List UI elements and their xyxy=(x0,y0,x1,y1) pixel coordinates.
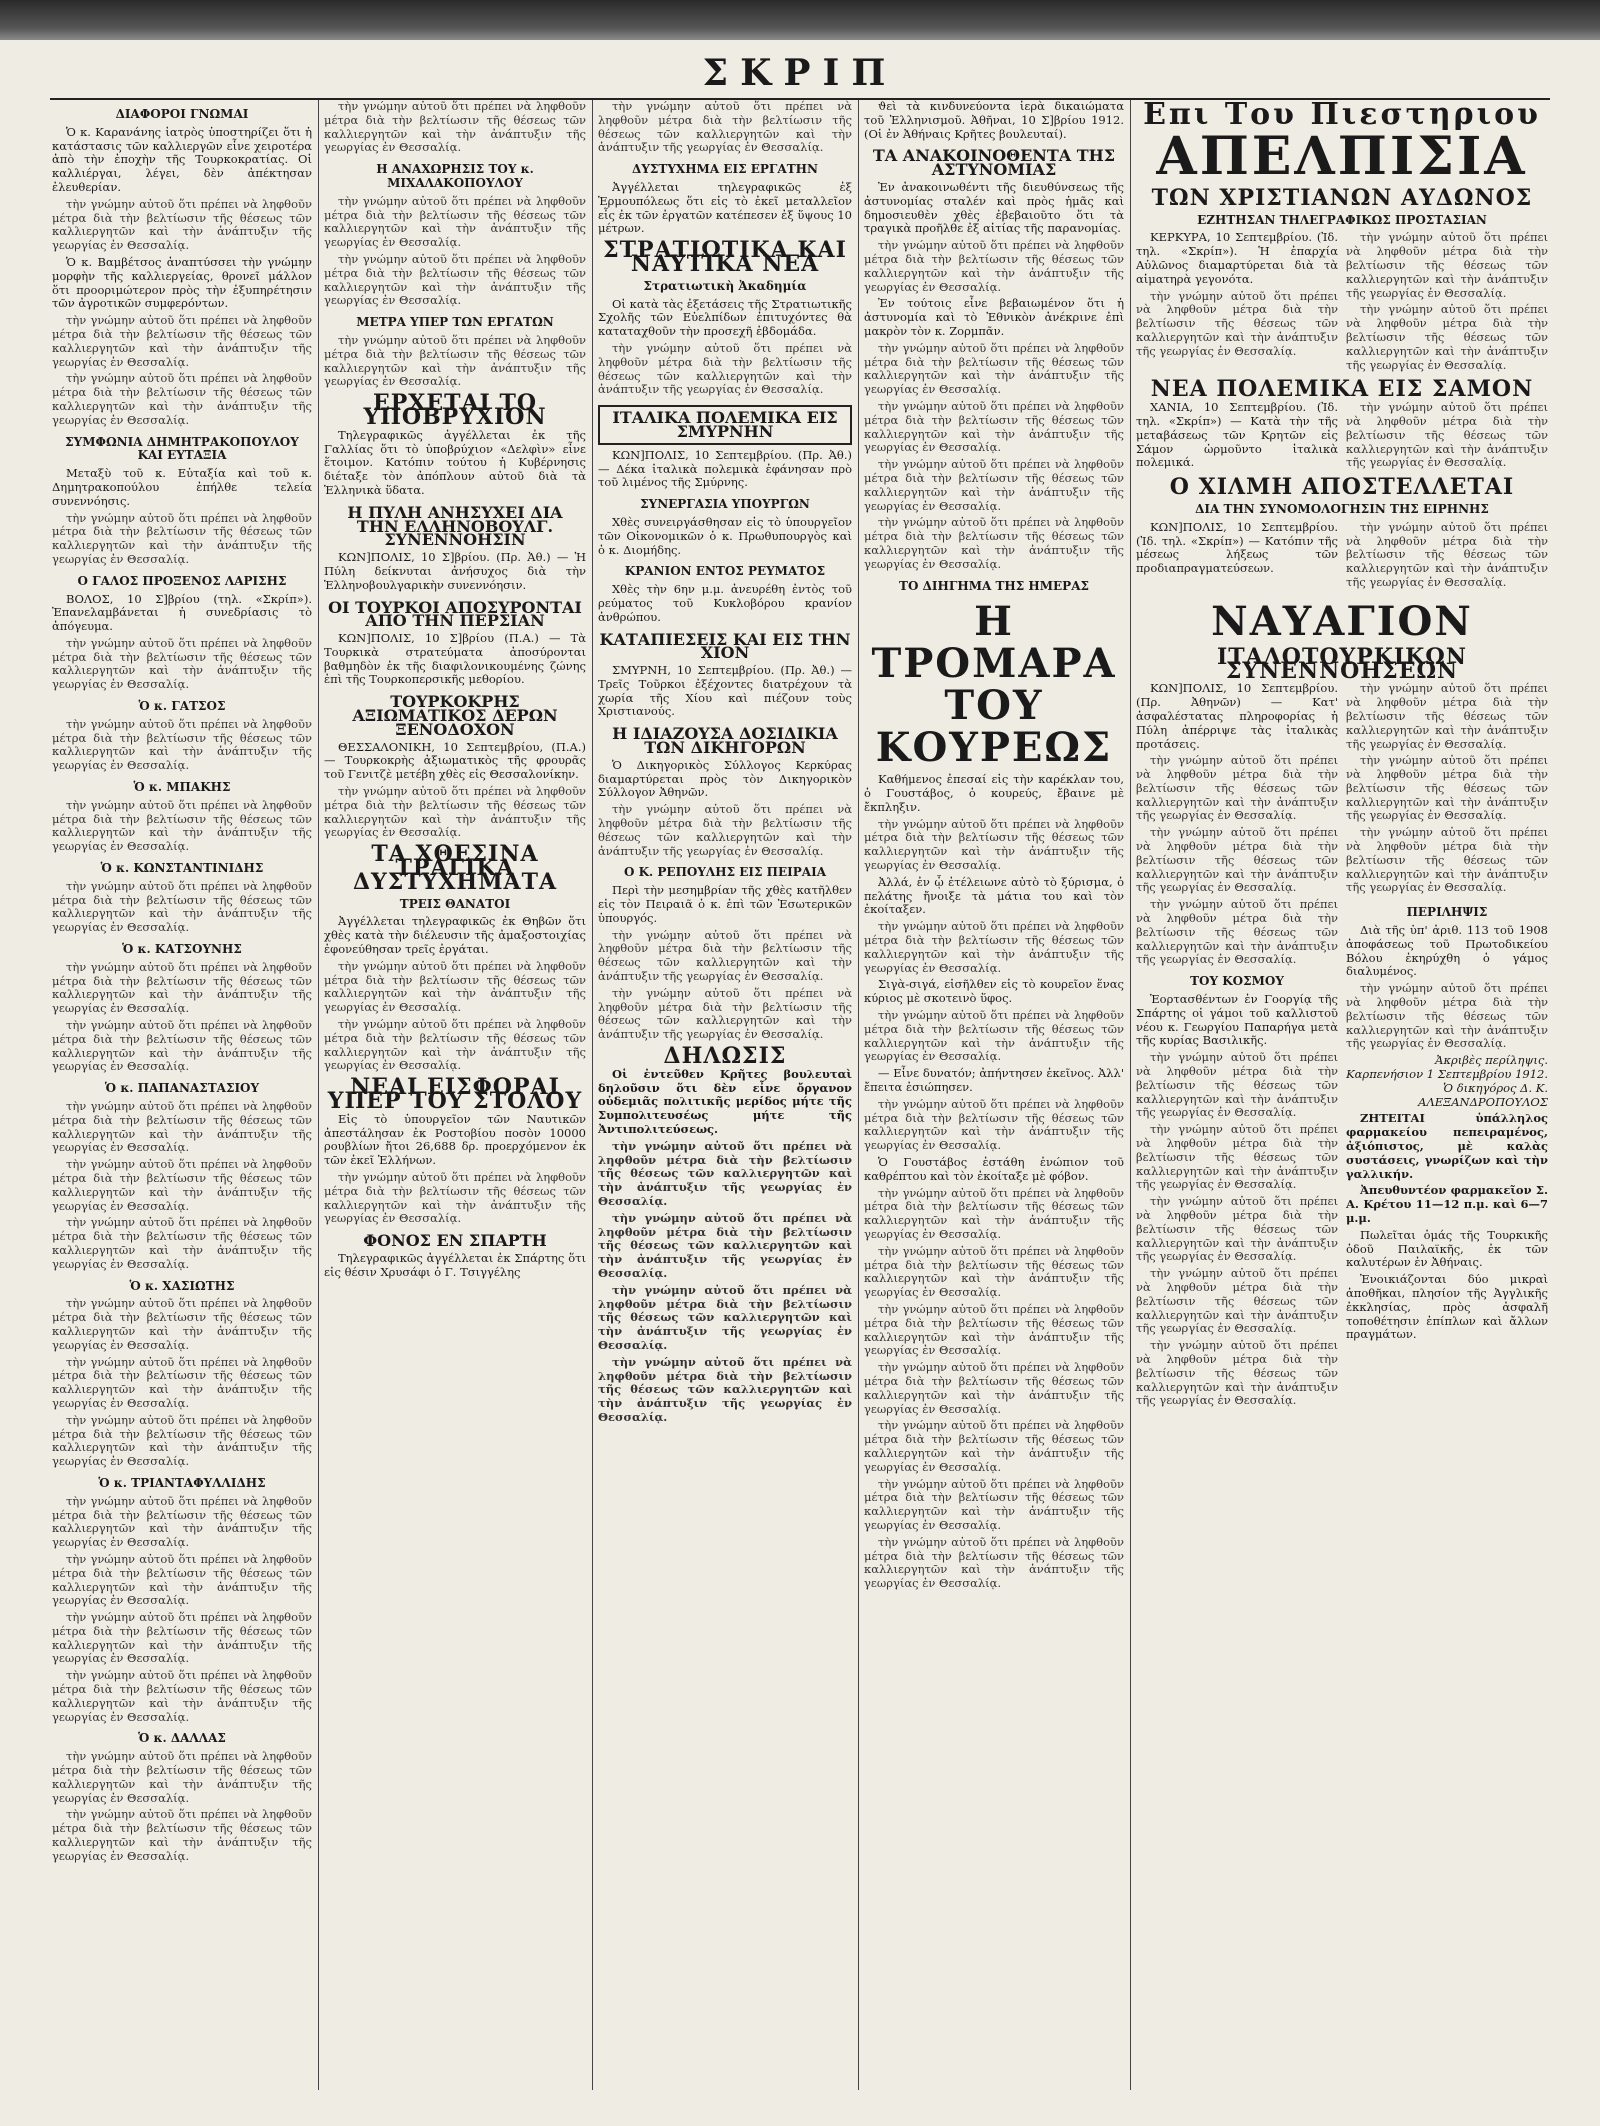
column-divider xyxy=(318,100,319,2090)
article-paragraph: ΚΩΝ]ΠΟΛΙΣ, 10 Σεπτεμβρίου. (Πρ. Ἀθ.) — Δέκα ἰταλικὰ πολεμικὰ ἐφάνησαν πρὸ τοῦ λιμένος τῆς Σμύρνης. xyxy=(598,447,852,490)
article-paragraph: τὴν γνώμην αὐτοῦ ὅτι πρέπει νὰ ληφθοῦν μέτρα διὰ τὴν βελτίωσιν τῆς θέσεως τῶν καλλιεργητῶν καὶ τὴν ἀνάπτυξιν τῆς γεωργίας ἐν Θεσσαλίᾳ. xyxy=(598,1138,852,1208)
article-paragraph: τὴν γνώμην αὐτοῦ ὅτι πρέπει νὰ ληφθοῦν μέτρα διὰ τὴν βελτίωσιν τῆς θέσεως τῶν καλλιεργητῶν καὶ τὴν ἀνάπτυξιν τῆς γεωργίας ἐν Θεσσαλίᾳ. xyxy=(864,816,1124,873)
article-paragraph: τὴν γνώμην αὐτοῦ ὅτι πρέπει νὰ ληφθοῦν μέτρα διὰ τὴν βελτίωσιν τῆς θέσεως τῶν καλλιεργητῶν καὶ τὴν ἀνάπτυξιν τῆς γεωργίας ἐν Θεσσαλίᾳ. xyxy=(1136,1266,1338,1336)
article-paragraph: τὴν γνώμην αὐτοῦ ὅτι πρέπει νὰ ληφθοῦν μέτρα διὰ τὴν βελτίωσιν τῆς θέσεως τῶν καλλιεργητῶν καὶ τὴν ἀνάπτυξιν τῆς γεωργίας ἐν Θεσσαλίᾳ. xyxy=(52,1807,312,1863)
section-heading: ΔΙΑΦΟΡΟΙ ΓΝΩΜΑΙ xyxy=(115,107,249,121)
article-paragraph: τὴν γνώμην αὐτοῦ ὅτι πρέπει νὰ ληφθοῦν μέτρα διὰ τὴν βελτίωσιν τῆς θέσεως τῶν καλλιεργητῶν καὶ τὴν ἀνάπτυξιν τῆς γεωργίας ἐν Θεσσαλίᾳ. xyxy=(598,1354,852,1424)
article-paragraph: τὴν γνώμην αὐτοῦ ὅτι πρέπει νὰ ληφθοῦν μέτρα διὰ τὴν βελτίωσιν τῆς θέσεως τῶν καλλιεργητῶν καὶ τὴν ἀνάπτυξιν τῆς γεωργίας ἐν Θεσσαλίᾳ. xyxy=(864,919,1124,975)
article-paragraph: τὴν γνώμην αὐτοῦ ὅτι πρέπει νὰ ληφθοῦν μέτρα διὰ τὴν βελτίωσιν τῆς θέσεως τῶν καλλιεργητῶν καὶ τὴν ἀνάπτυξιν τῆς γεωργίας ἐν Θεσσαλίᾳ. xyxy=(864,457,1124,513)
speaker-name: Ὁ κ. ΤΡΙΑΝΤΑΦΥΛΛΙΔΗΣ xyxy=(98,1475,266,1490)
subheadline: ΔΙΑ ΤΗΝ ΣΥΝΟΜΟΛΟΓΗΣΙΝ ΤΗΣ ΕΙΡΗΝΗΣ xyxy=(1195,501,1489,516)
article-paragraph: τὴν γνώμην αὐτοῦ ὅτι πρέπει νὰ ληφθοῦν μέτρα διὰ τὴν βελτίωσιν τῆς θέσεως τῶν καλλιεργητῶν καὶ τὴν ἀνάπτυξιν τῆς γεωργίας ἐν Θεσσαλίᾳ. xyxy=(52,1354,312,1410)
column-5 xyxy=(1136,100,1548,2090)
headline: ΚΡΑΝΙΟΝ ΕΝΤΟΣ ΡΕΥΜΑΤΟΣ xyxy=(624,564,826,579)
headline: ΙΤΑΛΙΚΑ ΠΟΛΕΜΙΚΑ ΕΙΣ ΣΜΥΡΝΗΝ xyxy=(598,405,852,445)
headline: Η ΠΥΛΗ ΑΝΗΣΥΧΕΙ ΔΙΑ ΤΗΝ ΕΛΛΗΝΟΒΟΥΛΓ. ΣΥΝΕΝΝΟΗΣΙΝ xyxy=(347,502,563,550)
article-paragraph: — Εἶνε δυνατόν; ἀπήντησεν ἐκεῖνος. Ἀλλ' ἔπειτα ἐσιώπησεν. xyxy=(864,1066,1124,1095)
article-paragraph: Τηλεγραφικῶς ἀγγέλλεται ἐκ Σπάρτης ὅτι εἰς θέσιν Χρυσάφι ὁ Γ. Τσιγγέλης xyxy=(324,1250,586,1279)
article-paragraph: τὴν γνώμην αὐτοῦ ὅτι πρέπει νὰ ληφθοῦν μέτρα διὰ τὴν βελτίωσιν τῆς θέσεως τῶν καλλιεργητῶν καὶ τὴν ἀνάπτυξιν τῆς γεωργίας ἐν Θεσσαλίᾳ. xyxy=(52,1157,312,1213)
article-paragraph: τὴν γνώμην αὐτοῦ ὅτι πρέπει νὰ ληφθοῦν μέτρα διὰ τὴν βελτίωσιν τῆς θέσεως τῶν καλλιεργητῶν καὶ τὴν ἀνάπτυξιν τῆς γεωργίας ἐν Θεσσαλίᾳ. xyxy=(598,1210,852,1280)
column-divider xyxy=(858,100,859,2090)
article-paragraph: τὴν γνώμην αὐτοῦ ὅτι πρέπει νὰ ληφθοῦν μέτρα διὰ τὴν βελτίωσιν τῆς θέσεως τῶν καλλιεργητῶν καὶ τὴν ἀνάπτυξιν τῆς γεωργίας ἐν Θεσσαλίᾳ. xyxy=(1136,1122,1338,1192)
article-paragraph: τὴν γνώμην αὐτοῦ ὅτι πρέπει νὰ ληφθοῦν μέτρα διὰ τὴν βελτίωσιν τῆς θέσεως τῶν καλλιεργητῶν καὶ τὴν ἀνάπτυξιν τῆς γεωργίας ἐν Θεσσαλίᾳ. xyxy=(598,100,852,155)
article-paragraph: τὴν γνώμην αὐτοῦ ὅτι πρέπει νὰ ληφθοῦν μέτρα διὰ τὴν βελτίωσιν τῆς θέσεως τῶν καλλιεργητῶν καὶ τὴν ἀνάπτυξιν τῆς γεωργίας ἐν Θεσσαλίᾳ. xyxy=(598,802,852,858)
article-paragraph: ΚΩΝ]ΠΟΛΙΣ, 10 Σεπτεμβρίου. (Πρ. Ἀθηνῶν) — Κατ' ἀσφαλέστατας πληροφορίας ἡ Πύλη ἀπέρριψε τὰς ἰταλικὰς προτάσεις. xyxy=(1136,681,1338,751)
article-paragraph: ΚΩΝ]ΠΟΛΙΣ, 10 Σεπτεμβρίου. (Ἰδ. τηλ. «Σκρίπ») — Κατόπιν τῆς μέσεως λήξεως τῶν προδιαπραγματεύσεων. xyxy=(1136,519,1338,576)
article-paragraph: τὴν γνώμην αὐτοῦ ὅτι πρέπει νὰ ληφθοῦν μέτρα διὰ τὴν βελτίωσιν τῆς θέσεως τῶν καλλιεργητῶν καὶ τὴν ἀνάπτυξιν τῆς γεωργίας ἐν Θεσσαλίᾳ. xyxy=(52,196,312,253)
speaker-name: Ὁ κ. ΚΑΤΣΟΥΝΗΣ xyxy=(122,942,242,957)
article-paragraph: τὴν γνώμην αὐτοῦ ὅτι πρέπει νὰ ληφθοῦν μέτρα διὰ τὴν βελτίωσιν τῆς θέσεως τῶν καλλιεργητῶν καὶ τὴν ἀνάπτυξιν τῆς γεωργίας ἐν Θεσσαλίᾳ. xyxy=(52,1749,312,1805)
article-paragraph: Οἱ ἐντεῦθεν Κρῆτες βουλευταὶ δηλοῦσιν ὅτι δὲν εἶνε ὄργανον οὐδεμιᾶς πολιτικῆς μερίδος μήτε τῆς Συμπολιτευσέως μήτε τῆς Ἀντιπολιτεύσεως. xyxy=(598,1066,852,1136)
article-body xyxy=(1136,231,1548,375)
article-paragraph: τὴν γνώμην αὐτοῦ ὅτι πρέπει νὰ ληφθοῦν μέτρα διὰ τὴν βελτίωσιν τῆς θέσεως τῶν καλλιεργητῶν καὶ τὴν ἀνάπτυξιν τῆς γεωργίας ἐν Θεσσαλίᾳ. xyxy=(864,238,1124,294)
section-heading: ΤΟΥ ΚΟΣΜΟΥ xyxy=(1190,974,1284,989)
article-paragraph: τὴν γνώμην αὐτοῦ ὅτι πρέπει νὰ ληφθοῦν μέτρα διὰ τὴν βελτίωσιν τῆς θέσεως τῶν καλλιεργητῶν καὶ τὴν ἀνάπτυξιν τῆς γεωργίας ἐν Θεσσαλίᾳ. xyxy=(52,510,312,566)
article-paragraph: τὴν γνώμην αὐτοῦ ὅτι πρέπει νὰ ληφθοῦν μέτρα διὰ τὴν βελτίωσιν τῆς θέσεως τῶν καλλιεργητῶν καὶ τὴν ἀνάπτυξιν τῆς γεωργίας ἐν Θεσσαλίᾳ. xyxy=(52,1668,312,1724)
section-heading: ΣΥΜΦΩΝΙΑ ΔΗΜΗΤΡΑΚΟΠΟΥΛΟΥ ΚΑΙ ΕΥΤΑΞΙΑ xyxy=(65,434,299,463)
article-paragraph: Εἰς τὸ ὑπουργεῖον τῶν Ναυτικῶν ἀπεστάλησαν ἐκ Ροστοβίου ποσὸν 10000 ρουβλίων ἤτοι 26,688 δρ. προερχόμενον ἐκ τῶν ἐκεῖ Ἑλλήνων. xyxy=(324,1111,586,1168)
article-paragraph: Οἱ κατὰ τὰς ἐξετάσεις τῆς Στρατιωτικῆς Σχολῆς τῶν Εὐελπίδων ἐπιτυχόντες θὰ καταταχθοῦν τὴν προσεχῆ ἑβδομάδα. xyxy=(598,296,852,339)
headline: ΚΑΤΑΠΙΕΣΕΙΣ ΚΑΙ ΕΙΣ ΤΗΝ ΧΙΟΝ xyxy=(599,629,851,663)
headline: ΕΡΧΕΤΑΙ ΤΟ ΥΠΟΒΡΥΧΙΟΝ xyxy=(363,390,547,430)
column-2 xyxy=(324,100,586,2090)
headline: ΤΑ ΧΘΕΣΙΝΑ ΤΡΑΓΙΚΑ ΔΥΣΤΥΧΗΜΑΤΑ xyxy=(352,841,558,895)
article-paragraph: τὴν γνώμην αὐτοῦ ὅτι πρέπει νὰ ληφθοῦν μέτρα διὰ τὴν βελτίωσιν τῆς θέσεως τῶν καλλιεργητῶν καὶ τὴν ἀνάπτυξιν τῆς γεωργίας ἐν Θεσσαλίᾳ. xyxy=(52,1099,312,1155)
article-paragraph: ΣΜΥΡΝΗ, 10 Σεπτεμβρίου. (Πρ. Ἀθ.) — Τρεῖς Τοῦρκοι ἐξέχοντες διατρέχουν τὰ χωρία τῆς Χίου καὶ πιέζουν τοὺς Χριστιανούς. xyxy=(598,663,852,719)
section-heading: Ο ΓΑΛΟΣ ΠΡΟΞΕΝΟΣ ΛΑΡΙΣΗΣ xyxy=(77,573,287,588)
article-paragraph: τὴν γνώμην αὐτοῦ ὅτι πρέπει νὰ ληφθοῦν μέτρα διὰ τὴν βελτίωσιν τῆς θέσεως τῶν καλλιεργητῶν καὶ τὴν ἀνάπτυξιν τῆς γεωργίας ἐν Θεσσαλίᾳ. xyxy=(324,1169,586,1226)
article-paragraph: τὴν γνώμην αὐτοῦ ὅτι πρέπει νὰ ληφθοῦν μέτρα διὰ τὴν βελτίωσιν τῆς θέσεως τῶν καλλιεργητῶν καὶ τὴν ἀνάπτυξιν τῆς γεωργίας ἐν Θεσσαλίᾳ. xyxy=(52,959,312,1016)
headline: ΝΑΥΑΓΙΟΝ xyxy=(1211,597,1473,645)
article-paragraph: Ἐν ἀνακοινωθέντι τῆς διευθύνσεως τῆς ἀστυνομίας σταλέν καὶ πρὸς ἡμᾶς καὶ δημοσιευθὲν χθὲς ἐβεβαιοῦτο ὅτι τὰ τραγικὰ προῆλθε ἐξ αἰτίας τῆς παρανομίας. xyxy=(864,179,1124,236)
section-heading: ΠΕΡΙΛΗΨΙΣ xyxy=(1406,905,1488,920)
article-paragraph: τὴν γνώμην αὐτοῦ ὅτι πρέπει νὰ ληφθοῦν μέτρα διὰ τὴν βελτίωσιν τῆς θέσεως τῶν καλλιεργητῶν καὶ τὴν ἀνάπτυξιν τῆς γεωργίας ἐν Θεσσαλίᾳ. xyxy=(1136,753,1338,823)
article-paragraph: τὴν γνώμην αὐτοῦ ὅτι πρέπει νὰ ληφθοῦν μέτρα διὰ τὴν βελτίωσιν τῆς θέσεως τῶν καλλιεργητῶν καὶ τὴν ἀνάπτυξιν τῆς γεωργίας ἐν Θεσσαλίᾳ. xyxy=(324,332,586,389)
article-paragraph: τὴν γνώμην αὐτοῦ ὅτι πρέπει νὰ ληφθοῦν μέτρα διὰ τὴν βελτίωσιν τῆς θέσεως τῶν καλλιεργητῶν καὶ τὴν ἀνάπτυξιν τῆς γεωργίας ἐν Θεσσαλίᾳ. xyxy=(52,1215,312,1271)
article-paragraph: ΚΩΝ]ΠΟΛΙΣ, 10 Σ]βρίου (Π.Α.) — Τὰ Τουρκικὰ στρατεύματα ἀποσύρονται βαθμηδὸν ἐκ τῆς διαφιλονικουμένης ζώνης ἐπὶ τῆς Τουρκοπερσικῆς μεθορίου. xyxy=(324,631,586,687)
article-paragraph: τὴν γνώμην αὐτοῦ ὅτι πρέπει νὰ ληφθοῦν μέτρα διὰ τὴν βελτίωσιν τῆς θέσεως τῶν καλλιεργητῶν καὶ τὴν ἀνάπτυξιν τῆς γεωργίας ἐν Θεσσαλίᾳ. xyxy=(324,958,586,1015)
column-1 xyxy=(52,100,312,2090)
page-title: ΣΚΡΙΠ xyxy=(702,52,898,94)
headline: ΙΤΑΛΟΤΟΥΡΚΙΚΩΝ ΣΥΝΕΝΝΟΗΣΕΩΝ xyxy=(1217,643,1467,684)
article-paragraph: Ὁ Γουστάβος ἐστάθη ἐνώπιον τοῦ καθρέπτου καὶ τὸν ἐκοίταξε μὲ φόβον. xyxy=(864,1155,1124,1183)
article-paragraph: τὴν γνώμην αὐτοῦ ὅτι πρέπει νὰ ληφθοῦν μέτρα διὰ τὴν βελτίωσιν τῆς θέσεως τῶν καλλιεργητῶν καὶ τὴν ἀνάπτυξιν τῆς γεωργίας ἐν Θεσσαλίᾳ. xyxy=(864,1418,1124,1474)
article-paragraph: Χθὲς συνειργάσθησαν εἰς τὸ ὑπουργεῖον τῶν Οἰκονομικῶν ὁ κ. Πρωθυπουργὸς καὶ ὁ κ. Διομήδης. xyxy=(598,514,852,557)
article-paragraph: τὴν γνώμην αὐτοῦ ὅτι πρέπει νὰ ληφθοῦν μέτρα διὰ τὴν βελτίωσιν τῆς θέσεως τῶν καλλιεργητῶν καὶ τὴν ἀνάπτυξιν τῆς γεωργίας ἐν Θεσσαλίᾳ. xyxy=(52,1493,312,1550)
article-body xyxy=(1136,682,1548,898)
article-paragraph: τὴν γνώμην αὐτοῦ ὅτι πρέπει νὰ ληφθοῦν μέτρα διὰ τὴν βελτίωσιν τῆς θέσεως τῶν καλλιεργητῶν καὶ τὴν ἀνάπτυξιν τῆς γεωργίας ἐν Θεσσαλίᾳ. xyxy=(864,1243,1124,1300)
article-paragraph: ΚΩΝ]ΠΟΛΙΣ, 10 Σ]βρίου. (Πρ. Ἀθ.) — Ἡ Πύλη δείκνυται ἀνήσυχος διὰ τὴν Ἑλληνοβουλγαρικὴν συνεννόησιν. xyxy=(324,550,586,592)
article-paragraph: τὴν γνώμην αὐτοῦ ὅτι πρέπει νὰ ληφθοῦν μέτρα διὰ τὴν βελτίωσιν τῆς θέσεως τῶν καλλιεργητῶν καὶ τὴν ἀνάπτυξιν τῆς γεωργίας ἐν Θεσσαλίᾳ. xyxy=(864,1534,1124,1591)
headline: ΤΟΥΡΚΟΚΡΗΣ ΑΞΙΩΜΑΤΙΚΟΣ ΔΕΡΩΝ ΞΕΝΟΔΟΧΟΝ xyxy=(352,692,558,739)
speaker-name: Ὁ κ. ΠΑΠΑΝΑΣΤΑΣΙΟΥ xyxy=(104,1081,260,1096)
article-paragraph: τὴν γνώμην αὐτοῦ ὅτι πρέπει νὰ ληφθοῦν μέτρα διὰ τὴν βελτίωσιν τῆς θέσεως τῶν καλλιεργητῶν καὶ τὴν ἀνάπτυξιν τῆς γεωργίας ἐν Θεσσαλίᾳ. xyxy=(598,340,852,397)
article-paragraph: τὴν γνώμην αὐτοῦ ὅτι πρέπει νὰ ληφθοῦν μέτρα διὰ τὴν βελτίωσιν τῆς θέσεως τῶν καλλιεργητῶν καὶ τὴν ἀνάπτυξιν τῆς γεωργίας ἐν Θεσσαλίᾳ. xyxy=(324,100,586,155)
article-paragraph: Ἀλλά, ἐν ᾧ ἐτέλειωνε αὐτὸ τὸ ξύρισμα, ὁ πελάτης ἤνοιξε τὰ μάτια του καὶ τὸν ἐκοίταξεν. xyxy=(864,874,1124,917)
section-heading: Η ΑΝΑΧΩΡΗΣΙΣ ΤΟΥ κ. ΜΙΧΑΛΑΚΟΠΟΥΛΟΥ xyxy=(376,162,534,190)
article-paragraph: ΒΟΛΟΣ, 10 Σ]βρίου (τηλ. «Σκρίπ»). Ἐπανελαμβάνεται ἡ συνεδρίασις τὸ ἀπόγευμα. xyxy=(52,591,312,634)
article-paragraph: τὴν γνώμην αὐτοῦ ὅτι πρέπει νὰ ληφθοῦν μέτρα διὰ τὴν βελτίωσιν τῆς θέσεως τῶν καλλιεργητῶν καὶ τὴν ἀνάπτυξιν τῆς γεωργίας ἐν Θεσσαλίᾳ. xyxy=(1136,825,1338,895)
article-paragraph: τὴν γνώμην αὐτοῦ ὅτι πρέπει νὰ ληφθοῦν μέτρα διὰ τὴν βελτίωσιν τῆς θέσεως τῶν καλλιεργητῶν καὶ τὴν ἀνάπτυξιν τῆς γεωργίας ἐν Θεσσαλίᾳ. xyxy=(52,1412,312,1469)
article-paragraph: Ἀγγέλλεται τηλεγραφικῶς ἐξ Ἑρμουπόλεως ὅτι εἰς τὸ ἐκεῖ μεταλλεῖον εἷς ἐκ τῶν ἐργατῶν κατέπεσεν ἐξ ὕψους 10 μέτρων. xyxy=(598,179,852,236)
headline: ΣΤΡΑΤΙΩΤΙΚΑ ΚΑΙ ΝΑΥΤΙΚΑ ΝΕΑ xyxy=(603,237,847,277)
article-paragraph: τὴν γνώμην αὐτοῦ ὅτι πρέπει νὰ ληφθοῦν μέτρα διὰ τὴν βελτίωσιν τῆς θέσεως τῶν καλλιεργητῶν καὶ τὴν ἀνάπτυξιν τῆς γεωργίας ἐν Θεσσαλίᾳ. xyxy=(52,878,312,935)
article-paragraph: τὴν γνώμην αὐτοῦ ὅτι πρέπει νὰ ληφθοῦν μέτρα διὰ τὴν βελτίωσιν τῆς θέσεως τῶν καλλιεργητῶν καὶ τὴν ἀνάπτυξιν τῆς γεωργίας ἐν Θεσσαλίᾳ. xyxy=(598,1282,852,1352)
article-paragraph: τὴν γνώμην αὐτοῦ ὅτι πρέπει νὰ ληφθοῦν μέτρα διὰ τὴν βελτίωσιν τῆς θέσεως τῶν καλλιεργητῶν καὶ τὴν ἀνάπτυξιν τῆς γεωργίας ἐν Θεσσαλίᾳ. xyxy=(864,398,1124,455)
article-paragraph: Διὰ τῆς ὑπ' ἀριθ. 113 τοῦ 1908 ἀποφάσεως τοῦ Πρωτοδικείου Βόλου ἐκηρύχθη ὁ γάμος διαλυμένος. xyxy=(1346,923,1548,979)
article-body xyxy=(1136,401,1548,473)
headline: ΔΗΛΩΣΙΣ xyxy=(663,1043,787,1070)
headline: ΦΟΝΟΣ ΕΝ ΣΠΑΡΤΗ xyxy=(363,1231,547,1251)
headline: ΝΕΑ ΠΟΛΕΜΙΚΑ ΕΙΣ ΣΑΜΟΝ xyxy=(1150,376,1534,403)
article-paragraph: Ἀγγέλλεται τηλεγραφικῶς ἐκ Θηβῶν ὅτι χθὲς κατὰ τὴν διέλευσιν τῆς ἀμαξοστοιχίας ἐφονεύθησαν τρεῖς ἐργάται. xyxy=(324,914,586,957)
lead-headline: ΑΠΕΛΠΙΣΙΑ xyxy=(1156,125,1528,187)
article-paragraph: ΘΕΣΣΑΛΟΝΙΚΗ, 10 Σεπτεμβρίου, (Π.Α.) — Τουρκοκρὴς ἀξιωματικὸς τῆς φρουρᾶς τοῦ Γενιτζὲ μετέβη χθὲς εἰς Θεσσαλονίκην. xyxy=(324,739,586,782)
article-paragraph: τὴν γνώμην αὐτοῦ ὅτι πρέπει νὰ ληφθοῦν μέτρα διὰ τὴν βελτίωσιν τῆς θέσεως τῶν καλλιεργητῶν καὶ τὴν ἀνάπτυξιν τῆς γεωργίας ἐν Θεσσαλίᾳ. xyxy=(1136,1050,1338,1120)
headline: ΤΑ ΑΝΑΚΟΙΝΟΘΕΝΤΑ ΤΗΣ ΑΣΤΥΝΟΜΙΑΣ xyxy=(872,146,1116,180)
signature: Ἀκριβὲς περίληψις. Καρπενήσιον 1 Σεπτεμβρίου 1912. Ὁ δικηγόρος Δ. Κ. ΑΛΕΞΑΝΔΡΟΠΟΥΛΟΣ xyxy=(1346,1053,1548,1109)
article-paragraph: τὴν γνώμην αὐτοῦ ὅτι πρέπει νὰ ληφθοῦν μέτρα διὰ τὴν βελτίωσιν τῆς θέσεως τῶν καλλιεργητῶν καὶ τὴν ἀνάπτυξιν τῆς γεωργίας ἐν Θεσσαλίᾳ. xyxy=(864,1476,1124,1532)
article-paragraph: τὴν γνώμην αὐτοῦ ὅτι πρέπει νὰ ληφθοῦν μέτρα διὰ τὴν βελτίωσιν τῆς θέσεως τῶν καλλιεργητῶν καὶ τὴν ἀνάπτυξιν τῆς γεωργίας ἐν Θεσσαλίᾳ. xyxy=(1346,681,1548,751)
section-label: ΤΟ ΔΙΗΓΗΜΑ ΤΗΣ ΗΜΕΡΑΣ xyxy=(899,578,1089,593)
article-body xyxy=(1136,898,1548,1411)
headline: Ο Κ. ΡΕΠΟΥΛΗΣ ΕΙΣ ΠΕΙΡΑΙΑ xyxy=(623,865,827,880)
article-paragraph: τὴν γνώμην αὐτοῦ ὅτι πρέπει νὰ ληφθοῦν μέτρα διὰ τὴν βελτίωσιν τῆς θέσεως τῶν καλλιεργητῶν καὶ τὴν ἀνάπτυξιν τῆς γεωργίας ἐν Θεσσαλίᾳ. xyxy=(1346,230,1548,300)
article-paragraph: τὴν γνώμην αὐτοῦ ὅτι πρέπει νὰ ληφθοῦν μέτρα διὰ τὴν βελτίωσιν τῆς θέσεως τῶν καλλιεργητῶν καὶ τὴν ἀνάπτυξιν τῆς γεωργίας ἐν Θεσσαλίᾳ. xyxy=(52,1551,312,1608)
article-paragraph: τὴν γνώμην αὐτοῦ ὅτι πρέπει νὰ ληφθοῦν μέτρα διὰ τὴν βελτίωσιν τῆς θέσεως τῶν καλλιεργητῶν καὶ τὴν ἀνάπτυξιν τῆς γεωργίας ἐν Θεσσαλίᾳ. xyxy=(598,927,852,984)
column-4 xyxy=(864,100,1124,2090)
article-paragraph: τὴν γνώμην αὐτοῦ ὅτι πρέπει νὰ ληφθοῦν μέτρα διὰ τὴν βελτίωσιν τῆς θέσεως τῶν καλλιεργητῶν καὶ τὴν ἀνάπτυξιν τῆς γεωργίας ἐν Θεσσαλίᾳ. xyxy=(864,515,1124,571)
press-banner: Επι Του Πιεστηριου xyxy=(1143,100,1541,132)
article-paragraph: τὴν γνώμην αὐτοῦ ὅτι πρέπει νὰ ληφθοῦν μέτρα διὰ τὴν βελτίωσιν τῆς θέσεως τῶν καλλιεργητῶν καὶ τὴν ἀνάπτυξιν τῆς γεωργίας ἐν Θεσσαλίᾳ. xyxy=(52,635,312,692)
article-paragraph: τὴν γνώμην αὐτοῦ ὅτι πρέπει νὰ ληφθοῦν μέτρα διὰ τὴν βελτίωσιν τῆς θέσεως τῶν καλλιεργητῶν καὶ τὴν ἀνάπτυξιν τῆς γεωργίας ἐν Θεσσαλίᾳ. xyxy=(324,251,586,308)
article-paragraph: Καθήμενος ἐπεσαί εἰς τὴν καρέκλαν του, ὁ Γουστάβος, ὁ κουρεύς, ἔβαινε μὲ ἔκπληξιν. xyxy=(864,772,1124,814)
article-paragraph: τὴν γνώμην αὐτοῦ ὅτι πρέπει νὰ ληφθοῦν μέτρα διὰ τὴν βελτίωσιν τῆς θέσεως τῶν καλλιεργητῶν καὶ τὴν ἀνάπτυξιν τῆς γεωργίας ἐν Θεσσαλίᾳ. xyxy=(1346,753,1548,823)
article-paragraph: ϑεὶ τὰ κινδυνεύοντα ἱερὰ δικαιώματα τοῦ Ἑλληνισμοῦ. Ἀθῆναι, 10 Σ]βρίου 1912. (Οἱ ἐν Ἀθήναις Κρῆτες βουλευταί). xyxy=(864,100,1124,141)
page-top-band xyxy=(0,0,1600,40)
article-paragraph: τὴν γνώμην αὐτοῦ ὅτι πρέπει νὰ ληφθοῦν μέτρα διὰ τὴν βελτίωσιν τῆς θέσεως τῶν καλλιεργητῶν καὶ τὴν ἀνάπτυξιν τῆς γεωργίας ἐν Θεσσαλίᾳ. xyxy=(1136,1194,1338,1264)
headline: ΣΥΝΕΡΓΑΣΙΑ ΥΠΟΥΡΓΩΝ xyxy=(640,497,810,512)
article-paragraph: τὴν γνώμην αὐτοῦ ὅτι πρέπει νὰ ληφθοῦν μέτρα διὰ τὴν βελτίωσιν τῆς θέσεως τῶν καλλιεργητῶν καὶ τὴν ἀνάπτυξιν τῆς γεωργίας ἐν Θεσσαλίᾳ. xyxy=(1346,400,1548,470)
article-paragraph: τὴν γνώμην αὐτοῦ ὅτι πρέπει νὰ ληφθοῦν μέτρα διὰ τὴν βελτίωσιν τῆς θέσεως τῶν καλλιεργητῶν καὶ τὴν ἀνάπτυξιν τῆς γεωργίας ἐν Θεσσαλίᾳ. xyxy=(864,340,1124,397)
article-body xyxy=(1136,521,1548,593)
article-paragraph: τὴν γνώμην αὐτοῦ ὅτι πρέπει νὰ ληφθοῦν μέτρα διὰ τὴν βελτίωσιν τῆς θέσεως τῶν καλλιεργητῶν καὶ τὴν ἀνάπτυξιν τῆς γεωργίας ἐν Θεσσαλίᾳ. xyxy=(324,784,586,840)
headline: Η ΙΔΙΑΖΟΥΣΑ ΔΟΣΙΔΙΚΙΑ ΤΩΝ ΔΙΚΗΓΟΡΩΝ xyxy=(612,724,838,758)
article-paragraph: τὴν γνώμην αὐτοῦ ὅτι πρέπει νὰ ληφθοῦν μέτρα διὰ τὴν βελτίωσιν τῆς θέσεως τῶν καλλιεργητῶν καὶ τὴν ἀνάπτυξιν τῆς γεωργίας ἐν Θεσσαλίᾳ. xyxy=(864,1301,1124,1358)
section-heading: ΜΕΤΡΑ ΥΠΕΡ ΤΩΝ ΕΡΓΑΤΩΝ xyxy=(356,315,554,330)
lead-headline-sub: ΤΩΝ ΧΡΙΣΤΙΑΝΩΝ ΑΥΔΩΝΟΣ xyxy=(1151,184,1533,211)
article-paragraph: τὴν γνώμην αὐτοῦ ὅτι πρέπει νὰ ληφθοῦν μέτρα διὰ τὴν βελτίωσιν τῆς θέσεως τῶν καλλιεργητῶν καὶ τὴν ἀνάπτυξιν τῆς γεωργίας ἐν Θεσσαλίᾳ. xyxy=(1346,302,1548,372)
article-paragraph: Ὁ Δικηγορικὸς Σύλλογος Κερκύρας διαμαρτύρεται πρὸς τὸν Δικηγορικὸν Σύλλογον Ἀθηνῶν. xyxy=(598,757,852,800)
column-3 xyxy=(598,100,852,2090)
article-paragraph: τὴν γνώμην αὐτοῦ ὅτι πρέπει νὰ ληφθοῦν μέτρα διὰ τὴν βελτίωσιν τῆς θέσεως τῶν καλλιεργητῶν καὶ τὴν ἀνάπτυξιν τῆς γεωργίας ἐν Θεσσαλίᾳ. xyxy=(864,1360,1124,1416)
article-paragraph: ΚΕΡΚΥΡΑ, 10 Σεπτεμβρίου. (Ἰδ. τηλ. «Σκρίπ»). Ἡ ἐπαρχία Αὐλῶνος διαμαρτύρεται διὰ τὰ αἱματηρὰ γεγονότα. xyxy=(1136,230,1338,286)
article-paragraph: Τηλεγραφικῶς ἀγγέλλεται ἐκ τῆς Γαλλίας ὅτι τὸ ὑποβρύχιον «Δελφὶν» εἶνε ἕτοιμον. Κατόπιν τούτου ἡ Κυβέρνησις διέταξε τὸν ἀπόπλουν αὐτοῦ διὰ τὰ Ἑλληνικὰ ὕδατα. xyxy=(324,427,586,497)
article-paragraph: τὴν γνώμην αὐτοῦ ὅτι πρέπει νὰ ληφθοῦν μέτρα διὰ τὴν βελτίωσιν τῆς θέσεως τῶν καλλιεργητῶν καὶ τὴν ἀνάπτυξιν τῆς γεωργίας ἐν Θεσσαλίᾳ. xyxy=(1346,981,1548,1051)
classified-ad: ΖΗΤΕΙΤΑΙ ὑπάλληλος φαρμακείου πεπειραμένος, ἀξιόπιστος, μὲ καλὰς συστάσεις, γνωρίζων καὶ τὴν γαλλικήν. xyxy=(1346,1111,1548,1181)
column-divider xyxy=(592,100,593,2090)
headline: ΟΙ ΤΟΥΡΚΟΙ ΑΠΟΣΥΡΟΝΤΑΙ ΑΠΟ ΤΗΝ ΠΕΡΣΙΑΝ xyxy=(328,597,582,631)
column-divider xyxy=(1130,100,1131,2090)
article-paragraph: Πωλεῖται ὁμάς τῆς Τουρκικῆς ὁδοῦ Παιλαϊκῆς, ἐκ τῶν καλυτέρων ἐν Ἀθήναις. xyxy=(1346,1227,1548,1270)
article-paragraph: τὴν γνώμην αὐτοῦ ὅτι πρέπει νὰ ληφθοῦν μέτρα διὰ τὴν βελτίωσιν τῆς θέσεως τῶν καλλιεργητῶν καὶ τὴν ἀνάπτυξιν τῆς γεωργίας ἐν Θεσσαλίᾳ. xyxy=(52,371,312,427)
article-paragraph: τὴν γνώμην αὐτοῦ ὅτι πρέπει νὰ ληφθοῦν μέτρα διὰ τὴν βελτίωσιν τῆς θέσεως τῶν καλλιεργητῶν καὶ τὴν ἀνάπτυξιν τῆς γεωργίας ἐν Θεσσαλίᾳ. xyxy=(52,313,312,369)
subheadline: ΤΡΕΙΣ ΘΑΝΑΤΟΙ xyxy=(399,896,511,911)
headline: Ο ΧΙΛΜΗ ΑΠΟΣΤΕΛΛΕΤΑΙ xyxy=(1169,474,1515,501)
speaker-name: Ὁ κ. ΓΑΤΣΟΣ xyxy=(138,699,226,714)
article-paragraph: τὴν γνώμην αὐτοῦ ὅτι πρέπει νὰ ληφθοῦν μέτρα διὰ τὴν βελτίωσιν τῆς θέσεως τῶν καλλιεργητῶν καὶ τὴν ἀνάπτυξιν τῆς γεωργίας ἐν Θεσσαλίᾳ. xyxy=(1346,825,1548,895)
article-paragraph: τὴν γνώμην αὐτοῦ ὅτι πρέπει νὰ ληφθοῦν μέτρα διὰ τὴν βελτίωσιν τῆς θέσεως τῶν καλλιεργητῶν καὶ τὴν ἀνάπτυξιν τῆς γεωργίας ἐν Θεσσαλίᾳ. xyxy=(864,1008,1124,1064)
speaker-name: Ὁ κ. ΜΠΑΚΗΣ xyxy=(133,780,231,795)
article-paragraph: Ἐν τούτοις εἶνε βεβαιωμένον ὅτι ἡ ἀστυνομία καὶ τὸ Ἐθνικὸν ἀνέκρινε ἐπὶ μακρὸν τὸν κ. Ζορμπᾶν. xyxy=(864,296,1124,338)
article-paragraph: Ὁ κ. Βαμβέτσος ἀναπτύσσει τὴν γνώμην μορφὴν τῆς καλλιεργείας, θρονεῖ μάλλον ὅτι προοριμώτερον πρὸς τὴν ἐξυπηρέτησιν τῶν ἀγροτικῶν συμφερόντων. xyxy=(52,254,312,311)
classified-ad: Ἀπευθυντέον φαρμακεῖον Σ. Α. Κρέτου 11—12 π.μ. καὶ 6—7 μ.μ. xyxy=(1346,1183,1548,1225)
article-paragraph: τὴν γνώμην αὐτοῦ ὅτι πρέπει νὰ ληφθοῦν μέτρα διὰ τὴν βελτίωσιν τῆς θέσεως τῶν καλλιεργητῶν καὶ τὴν ἀνάπτυξιν τῆς γεωργίας ἐν Θεσσαλίᾳ. xyxy=(324,193,586,250)
lead-headline-deck: ΕΖΗΤΗΣΑΝ ΤΗΛΕΓΡΑΦΙΚΩΣ ΠΡΟΣΤΑΣΙΑΝ xyxy=(1197,212,1487,227)
article-paragraph: Ἑορτασθέντων ἐν Γοοργίᾳ τῆς Σπάρτης οἱ γάμοι τοῦ καλλιστοῦ νέου κ. Γεωργίου Παπαρήγα μετὰ τῆς κυρίας Βασιλικῆς. xyxy=(1136,992,1338,1048)
article-paragraph: ΧΑΝΙΑ, 10 Σεπτεμβρίου. (Ἰδ. τηλ. «Σκρίπ») — Κατὰ τὴν τῆς μεταβάσεως τῶν Κρητῶν εἰς Σάμον ὡρμοῦντο ἰταλικὰ πολεμικά. xyxy=(1136,400,1338,470)
article-paragraph: τὴν γνώμην αὐτοῦ ὅτι πρέπει νὰ ληφθοῦν μέτρα διὰ τὴν βελτίωσιν τῆς θέσεως τῶν καλλιεργητῶν καὶ τὴν ἀνάπτυξιν τῆς γεωργίας ἐν Θεσσαλίᾳ. xyxy=(864,1096,1124,1153)
article-paragraph: Περὶ τὴν μεσημβρίαν τῆς χθὲς κατῆλθεν εἰς τὸν Πειραιᾶ ὁ κ. ἐπὶ τῶν Ἐσωτερικῶν ὑπουργός. xyxy=(598,883,852,925)
speaker-name: Ὁ κ. ΧΑΣΙΩΤΗΣ xyxy=(129,1278,235,1293)
article-paragraph: τὴν γνώμην αὐτοῦ ὅτι πρέπει νὰ ληφθοῦν μέτρα διὰ τὴν βελτίωσιν τῆς θέσεως τῶν καλλιεργητῶν καὶ τὴν ἀνάπτυξιν τῆς γεωργίας ἐν Θεσσαλίᾳ. xyxy=(598,985,852,1042)
article-paragraph: Χθὲς τὴν 6ην μ.μ. ἀνευρέθη ἐντὸς τοῦ ρεύματος τοῦ Κυκλοβόρου κρανίον ἀνθρώπου. xyxy=(598,582,852,624)
article-paragraph: τὴν γνώμην αὐτοῦ ὅτι πρέπει νὰ ληφθοῦν μέτρα διὰ τὴν βελτίωσιν τῆς θέσεως τῶν καλλιεργητῶν καὶ τὴν ἀνάπτυξιν τῆς γεωργίας ἐν Θεσσαλίᾳ. xyxy=(52,716,312,773)
article-paragraph: Μεταξὺ τοῦ κ. Εὐταξία καὶ τοῦ κ. Δημητρακοπούλου ἐπήλθε τελεία συνεννόησις. xyxy=(52,466,312,508)
article-paragraph: τὴν γνώμην αὐτοῦ ὅτι πρέπει νὰ ληφθοῦν μέτρα διὰ τὴν βελτίωσιν τῆς θέσεως τῶν καλλιεργητῶν καὶ τὴν ἀνάπτυξιν τῆς γεωργίας ἐν Θεσσαλίᾳ. xyxy=(52,1296,312,1352)
article-paragraph: Ὁ κ. Καρανάνης ἰατρὸς ὑποστηρίζει ὅτι ἡ κατάστασις τῶν καλλιεργῶν εἶνε χειροτέρα ἀπὸ τὴν ἐποχὴν τῆς Τουρκοκρατίας. Οἱ καλλιέργαι, λέγει, δὲν ἀπέκτησαν ἐλευθερίαν. xyxy=(52,124,312,194)
speaker-name: Ὁ κ. ΔΑΛΛΑΣ xyxy=(138,1731,226,1746)
article-paragraph: τὴν γνώμην αὐτοῦ ὅτι πρέπει νὰ ληφθοῦν μέτρα διὰ τὴν βελτίωσιν τῆς θέσεως τῶν καλλιεργητῶν καὶ τὴν ἀνάπτυξιν τῆς γεωργίας ἐν Θεσσαλίᾳ. xyxy=(52,1018,312,1074)
article-paragraph: τὴν γνώμην αὐτοῦ ὅτι πρέπει νὰ ληφθοῦν μέτρα διὰ τὴν βελτίωσιν τῆς θέσεως τῶν καλλιεργητῶν καὶ τὴν ἀνάπτυξιν τῆς γεωργίας ἐν Θεσσαλίᾳ. xyxy=(52,797,312,854)
article-paragraph: τὴν γνώμην αὐτοῦ ὅτι πρέπει νὰ ληφθοῦν μέτρα διὰ τὴν βελτίωσιν τῆς θέσεως τῶν καλλιεργητῶν καὶ τὴν ἀνάπτυξιν τῆς γεωργίας ἐν Θεσσαλίᾳ. xyxy=(1136,1338,1338,1408)
article-paragraph: Σιγὰ-σιγά, εἰσῆλθεν εἰς τὸ κουρεῖον ἕνας κύριος μὲ σκοτεινὸ ὕφος. xyxy=(864,977,1124,1006)
speaker-name: Ὁ κ. ΚΩΝΣΤΑΝΤΙΝΙΔΗΣ xyxy=(100,861,264,876)
article-paragraph: τὴν γνώμην αὐτοῦ ὅτι πρέπει νὰ ληφθοῦν μέτρα διὰ τὴν βελτίωσιν τῆς θέσεως τῶν καλλιεργητῶν καὶ τὴν ἀνάπτυξιν τῆς γεωργίας ἐν Θεσσαλίᾳ. xyxy=(864,1185,1124,1241)
article-paragraph: τὴν γνώμην αὐτοῦ ὅτι πρέπει νὰ ληφθοῦν μέτρα διὰ τὴν βελτίωσιν τῆς θέσεως τῶν καλλιεργητῶν καὶ τὴν ἀνάπτυξιν τῆς γεωργίας ἐν Θεσσαλίᾳ. xyxy=(1346,519,1548,589)
subheadline: Στρατιωτικὴ Ἀκαδημία xyxy=(643,278,807,293)
article-paragraph: τὴν γνώμην αὐτοῦ ὅτι πρέπει νὰ ληφθοῦν μέτρα διὰ τὴν βελτίωσιν τῆς θέσεως τῶν καλλιεργητῶν καὶ τὴν ἀνάπτυξιν τῆς γεωργίας ἐν Θεσσαλίᾳ. xyxy=(324,1017,586,1073)
article-paragraph: τὴν γνώμην αὐτοῦ ὅτι πρέπει νὰ ληφθοῦν μέτρα διὰ τὴν βελτίωσιν τῆς θέσεως τῶν καλλιεργητῶν καὶ τὴν ἀνάπτυξιν τῆς γεωργίας ἐν Θεσσαλίᾳ. xyxy=(52,1610,312,1666)
article-paragraph: Ἐνοικιάζονται δύο μικραὶ ἀποθῆκαι, πλησίον τῆς Ἀγγλικῆς ἐκκλησίας, πρὸς ἀσφαλῆ τοποθέτησιν ἐπίπλων καὶ ἄλλων πραγμάτων. xyxy=(1346,1272,1548,1342)
article-paragraph: τὴν γνώμην αὐτοῦ ὅτι πρέπει νὰ ληφθοῦν μέτρα διὰ τὴν βελτίωσιν τῆς θέσεως τῶν καλλιεργητῶν καὶ τὴν ἀνάπτυξιν τῆς γεωργίας ἐν Θεσσαλίᾳ. xyxy=(1136,897,1338,967)
headline: ΔΥΣΤΥΧΗΜΑ ΕΙΣ ΕΡΓΑΤΗΝ xyxy=(632,162,818,177)
story-headline: Η ΤΡΟΜΑΡΑ ΤΟΥ ΚΟΥΡΕΩΣ xyxy=(871,598,1117,772)
article-paragraph: τὴν γνώμην αὐτοῦ ὅτι πρέπει νὰ ληφθοῦν μέτρα διὰ τὴν βελτίωσιν τῆς θέσεως τῶν καλλιεργητῶν καὶ τὴν ἀνάπτυξιν τῆς γεωργίας ἐν Θεσσαλίᾳ. xyxy=(1136,288,1338,358)
headline: ΝΕΑΙ ΕΙΣΦΟΡΑΙ ΥΠΕΡ ΤΟΥ ΣΤΟΛΟΥ xyxy=(327,1074,583,1114)
